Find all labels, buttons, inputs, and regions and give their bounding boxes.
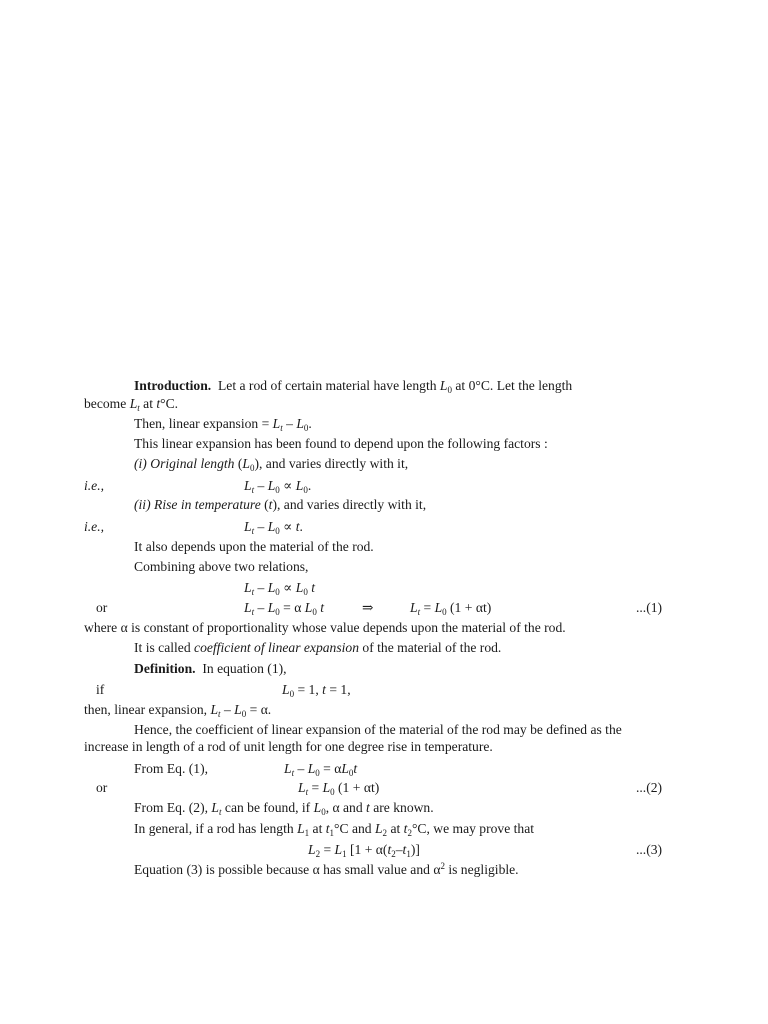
- definition-heading: Definition.: [134, 661, 196, 676]
- equation-number-1: ...(1): [636, 600, 663, 615]
- relation-1: $L_t - L_0 \propto L_0$.: [244, 478, 312, 495]
- or-label-1: or: [96, 600, 108, 615]
- if-label: if: [96, 682, 105, 697]
- combined-relation: $L_t - L_0 \propto L_0$ t: [244, 580, 316, 597]
- implies-arrow: ⇒: [362, 600, 374, 615]
- relation-2: $L_t - L_0 \propto t$.: [244, 519, 303, 536]
- linear-expansion-line: Then, linear expansion = $L_t - L_0$.: [134, 416, 312, 433]
- intro-heading: Introduction.: [134, 378, 212, 393]
- from-eq1-label: From Eq. (1),: [134, 761, 209, 776]
- factor-2-line: (ii) Rise in temperature (t), and varies directly with it,: [134, 497, 427, 512]
- equation-2: $L_t = L_0$ (1 + αt): [298, 780, 380, 797]
- then-line: then, linear expansion, $L_t - L_0 = \alpha$.: [84, 702, 272, 719]
- definition-continuation: increase in length of a rod of unit length for one degree rise in temperature.: [84, 739, 493, 754]
- ie-label-1: i.e.,: [84, 478, 105, 493]
- rearranged-relation: $L_t - L_0 = \alpha L_0t$: [284, 761, 358, 778]
- equation-1-lhs: $L_t - L_0 = \alpha$ $L_0$ t: [244, 600, 325, 617]
- combining-line: Combining above two relations,: [134, 559, 309, 574]
- equation-number-3: ...(3): [636, 842, 663, 857]
- ie-label-2: i.e.,: [84, 519, 105, 534]
- factors-line: This linear expansion has been found to depend upon the following factors :: [134, 436, 548, 451]
- alpha-definition-line: where α is constant of proportionality whose value depends upon the material of the rod.: [84, 620, 566, 635]
- unit-conditions: $L_0 = 1$, t = 1,: [282, 682, 351, 699]
- negligible-line: Equation (3) is possible because α has small value and $\alpha^2$ is negligible.: [134, 861, 519, 877]
- equation-1-rhs: $L_t = L_0$ (1 + αt): [410, 600, 492, 617]
- equation-number-2: ...(2): [636, 780, 663, 795]
- material-line: It also depends upon the material of the rod.: [134, 539, 374, 554]
- from-eq2-line: From Eq. (2), $L_t$ can be found, if $L_0$, α and t are known.: [134, 800, 434, 817]
- intro-line-1: Introduction. Let a rod of certain material have length $L_0$ at 0°C. Let the length: [134, 378, 573, 395]
- intro-line-2: become $L_t$ at t°C.: [84, 396, 179, 413]
- equation-3: $L_2 = L_1$ $[1 + \alpha(t_2-t_1)]$: [308, 842, 420, 859]
- coefficient-term: coefficient of linear expansion: [194, 640, 360, 655]
- hence-line: Hence, the coefficient of linear expansion of the material of the rod may be defined as the: [134, 722, 622, 737]
- coefficient-line: It is called coefficient of linear expansion of the material of the rod.: [134, 640, 502, 655]
- factor-1-line: (i) Original length $(L_0)$, and varies directly with it,: [134, 456, 409, 473]
- or-label-2: or: [96, 780, 108, 795]
- definition-line: Definition. In equation (1),: [134, 661, 287, 676]
- general-case-line: In general, if a rod has length $L_1$ at $t_1^\circ C$ and $L_2$ at $t_2^\circ C$, we may prove that: [134, 821, 535, 838]
